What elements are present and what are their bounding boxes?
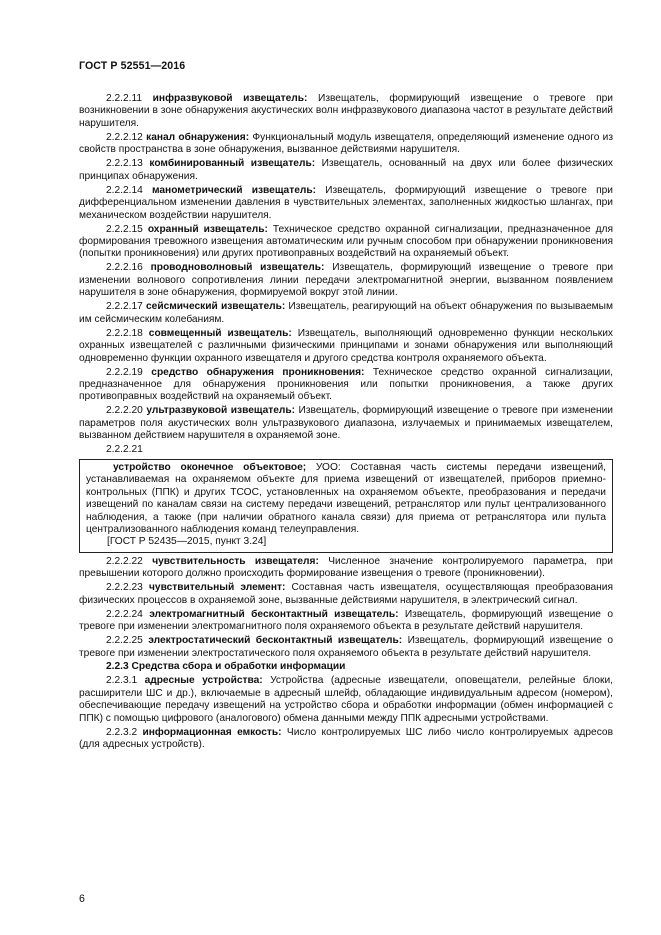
- entry-term: электростатический бесконтактный извещатель:: [148, 635, 403, 647]
- entry-text: Извещатель, формирующий извещение о тревоге при изменении параметров поля акустических волн ультразвукового диапазона, излучаемых и принимаемых извещателем, вызванном действием нарушителя в охраняемой зоне.: [79, 405, 613, 442]
- entry-number: 2.2.2.12: [106, 131, 143, 143]
- boxed-definition: [79, 459, 613, 553]
- definition-entry: [79, 675, 613, 725]
- entry-text: Извещатель, формирующий извещение о тревоге при возникновении в зоне обнаружения акустических волн инфразвукового диапазона частот в результате действий нарушителя.: [79, 93, 613, 129]
- entry-number: 2.2.2.19: [106, 366, 143, 378]
- entry-number: 2.2.2.13: [106, 158, 143, 170]
- page-number: 6: [79, 893, 85, 905]
- entry-text: Функциональный модуль извещателя, определяющий изменение одного из свойств пространства в зоне обнаружения, вызванное действиями нарушителя.: [79, 131, 613, 156]
- entry-term: проводноволновый извещатель:: [150, 262, 325, 274]
- document-header: ГОСТ Р 52551—2016: [79, 60, 186, 72]
- definition-entry: [79, 301, 613, 326]
- entry-text: Извещатель, формирующий извещение о тревоге при изменении волнового сопротивления линии передачи электромагнитной энергии, вызванном появлением нарушителя в зоне обнаружения, формируемой вокруг этой линии.: [79, 262, 614, 299]
- entry-number: 2.2.2.22: [106, 555, 143, 567]
- definition-entry: [79, 262, 613, 299]
- entry-term: адресные устройства:: [144, 675, 263, 687]
- entry-term: устройство оконечное объектовое;: [113, 461, 307, 473]
- entry-term: охранный извещатель:: [147, 223, 268, 235]
- entry-term: чувствительность извещателя:: [152, 555, 319, 567]
- definition-entry: [79, 367, 613, 404]
- entry-number: 2.2.3.2: [106, 726, 138, 738]
- entry-text: Техническое средство охранной сигнализации, предназначенное для формирования тревожного извещения автоматическим или ручным способом при обнаружении проникновения (попытки проникновения) или других противоправных воздействий на охраняемый объект.: [79, 223, 613, 260]
- entry-text: Извещатель, основанный на двух или более физических принципах обнаружения.: [79, 158, 613, 182]
- entry-term: комбинированный извещатель:: [149, 158, 316, 170]
- definition-entry: [79, 185, 613, 222]
- entry-text: Составная часть извещателя, осуществляющая преобразования физических процессов в охраняемой зоне, вызванные действиями нарушителя, в электрический сигнал.: [79, 582, 613, 606]
- entry-text: Число контролируемых ШС либо число контролируемых адресов (для адресных устройств).: [79, 726, 613, 751]
- entry-term: электромагнитный бесконтактный извещатель:: [149, 608, 399, 620]
- entry-number: 2.2.2.15: [106, 223, 143, 235]
- entry-number: 2.2.2.20: [106, 405, 143, 417]
- entry-term: сейсмический извещатель:: [146, 301, 286, 313]
- entry-term: информационная емкость:: [142, 726, 282, 738]
- entry-text: Извещатель, выполняющий одновременно функции нескольких охранных извещателей с различными физическими принципами и зонами обнаружения или выполняющий одновременно функции охранного извещателя и другого средства контроля охраняемого объекта.: [79, 327, 613, 364]
- entry-number: 2.2.2.17: [106, 301, 143, 313]
- definition-entry: [86, 462, 606, 537]
- definition-entry: [79, 158, 613, 183]
- entry-text: Техническое средство охранной сигнализации, предназначенное для обнаружения проникновения или попытки проникновения, а также других противоправных воздействий на охраняемый объект.: [79, 366, 613, 403]
- entry-term: ультразвуковой извещатель:: [146, 405, 296, 417]
- entry-term: канал обнаружения:: [146, 131, 250, 143]
- definition-entry: [79, 727, 613, 752]
- entry-term: инфразвуковой извещатель:: [152, 93, 308, 104]
- definition-entry: [79, 582, 613, 607]
- entry-number: 2.2.2.11: [106, 93, 143, 104]
- entry-number: 2.2.2.23: [106, 582, 143, 594]
- entry-number: 2.2.2.14: [106, 184, 143, 196]
- entry-term: манометрический извещатель:: [151, 184, 317, 196]
- entry-number: 2.2.3.1: [106, 675, 138, 687]
- entry-text: Численное значение контролируемого параметра, при превышении которого должно происходить формирование извещения о тревоге (проникновении).: [79, 555, 613, 580]
- entry-text: УОО: Составная часть системы передачи извещений, устанавливаемая на охраняемом объекте для приема извещений от извещателей, приборов приемно-контрольных (ППК) и других ТСОС, установленных на охраняемом объекте, преобразования и передачи извещений по каналам связи на систему передачи извещений, ретранслятор или пульт централизованного наблюдения, а также (при наличии обратного канала связи) для приема от ретранслятора или пульта централизованного наблюдения команд телеуправления.: [86, 461, 606, 535]
- entry-text: Извещатель, формирующий извещение о тревоге при изменении электростатического поля охраняемого объекта в результате действий нарушителя.: [79, 635, 613, 659]
- definition-entry: [79, 405, 613, 442]
- entry-term: средство обнаружения проникновения:: [151, 366, 365, 378]
- entry-term: совмещенный извещатель:: [148, 327, 292, 339]
- entry-text: Извещатель, формирующий извещение о тревоге при изменении электромагнитного поля охраняемого объекта в результате действий нарушителя.: [79, 608, 613, 633]
- definition-entry: [79, 132, 613, 157]
- entry-text: Извещатель, реагирующий на объект обнаружения по вызываемым им сейсмическим колебаниям.: [79, 301, 614, 325]
- entry-number: 2.2.2.25: [106, 635, 143, 647]
- definition-entry: [79, 556, 613, 581]
- entry-term: чувствительный элемент:: [148, 582, 286, 594]
- entry-number: 2.2.2.18: [106, 327, 143, 339]
- entry-text: Извещатель, формирующий извещение о тревоге при дифференциальном изменении давления в чувствительных элементах, заполненных жидкостью шлангах, при механическом воздействии нарушителя.: [79, 184, 613, 221]
- definition-entry: [79, 224, 613, 261]
- definition-entry: [79, 635, 613, 660]
- entry-number: 2.2.2.16: [106, 262, 143, 274]
- definition-entry: [79, 93, 613, 130]
- definition-entry: [79, 609, 613, 634]
- document-body: [79, 93, 613, 753]
- entry-text: Устройства (адресные извещатели, оповещатели, релейные блоки, расширители ШС и др.), включаемые в адресный шлейф, обладающие индивидуальным адресом (номером), обеспечивающие передачу извещений на устройство сбора и обработки информации (обмен информацией с ППК) с помощью цифрового (аналогового) обмена данными между ППК адресными устройствами.: [79, 675, 613, 724]
- entry-number: 2.2.2.24: [106, 608, 143, 620]
- standard-reference: [ГОСТ Р 52435—2015, пункт 3.24]: [107, 536, 267, 548]
- section-heading: 2.2.3 Средства сбора и обработки информации: [106, 661, 346, 673]
- entry-number-2221: 2.2.2.21: [106, 444, 143, 456]
- definition-entry: [79, 328, 613, 365]
